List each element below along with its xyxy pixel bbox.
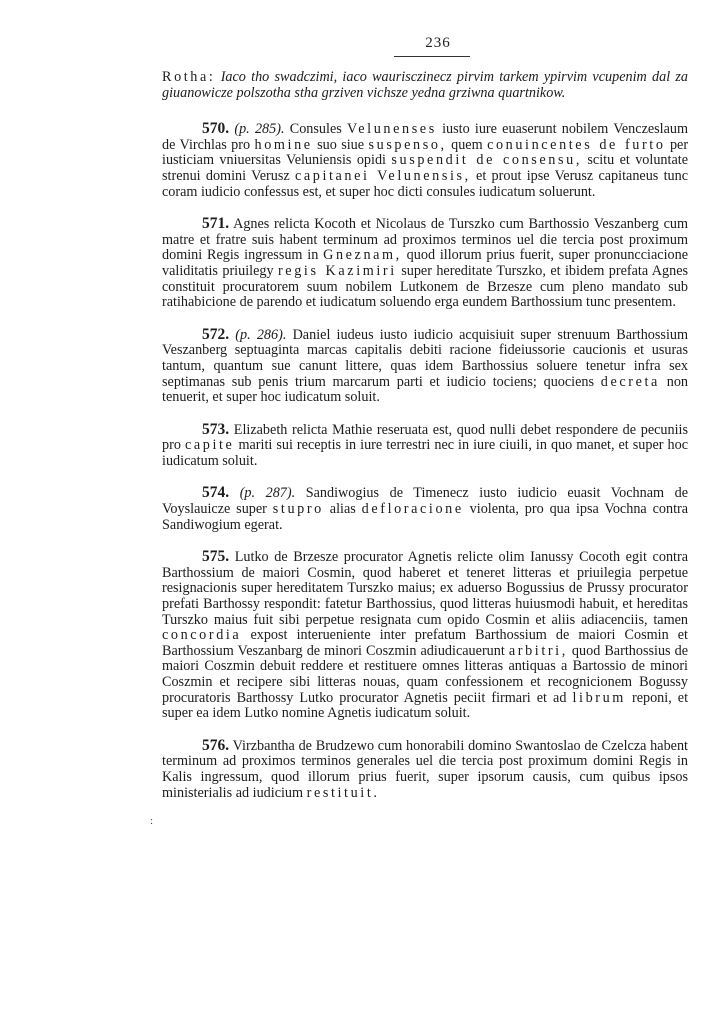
entry-number: 573. <box>202 420 230 438</box>
spaced-text: conuincentes de furto <box>487 136 666 153</box>
spaced-text: decreta <box>600 373 660 390</box>
entry-text: quod illorum prius fuerit, super pronuncciacione validitatis priuilegy <box>162 247 688 279</box>
entry-number: 572. <box>202 325 230 343</box>
page-number-underline <box>394 56 470 57</box>
entry-number: 571. <box>202 215 230 233</box>
entry-number: 574. <box>202 484 230 502</box>
page-number <box>162 36 688 58</box>
spaced-text: regis Kazimiri <box>277 262 397 279</box>
entry-575 <box>162 549 688 722</box>
entry-text: iusto iure euaserunt nobilem Venczeslaum de Virchlas pro <box>162 121 689 153</box>
spaced-text: librum <box>572 689 626 706</box>
rotha-label: Rotha: <box>162 69 216 85</box>
entry-text: Virzbantha de Brudzewo cum honorabili domino Swantoslao de Czelcza habent terminum ad proximos terminos generales uel die tercia post proximum domini Regis in Kalis ingressum, quod illorum prius fuerit, super ipsorum causis, cum quibus ipsos ministerialis ad iudicium <box>162 737 688 801</box>
entry-text: alias <box>329 501 356 518</box>
entry-number: 575. <box>202 548 230 566</box>
document-page <box>162 36 688 817</box>
entry-text: Daniel iudeus iusto iudicio acquisiuit super strenuum Barthossium Veszanberg septuaginta marcas capitalis debiti racione fideiussorie caucionis et usuras tantum, quantum sue canunt littere, quas idem Barthossius soluere tenetur infra sex septimanas sub penis trium marcarum parti et iudicio tociens; quociens <box>162 326 689 390</box>
spaced-text: arbitri, <box>508 642 568 659</box>
spaced-text: homine <box>254 136 313 153</box>
rotha-text: Iaco tho swadczimi, iaco waurisczinecz pirvim tarkem ypirvim vcupenim dal za giuanowicze polszotha stha grziven vichsze yedna grziwna quartnikow. <box>162 69 689 101</box>
entry-text: non tenuerit, et super hoc iudicatum soluit. <box>162 373 688 406</box>
entry-text: quem <box>451 136 483 153</box>
entry-text: suo siue <box>317 136 365 153</box>
entry-text: quod Barthossius de maiori Coszmin debuit reddere et restituere omnes litteras antiquas a Bartossio de minori Coszmin et recipere sibi litteras nouas, quam confessionem et recognicionem Bogussy procuratoris Barthossy Lutko procurator Agnetis peciit firmari et ad <box>162 642 688 706</box>
entry-572 <box>162 327 688 406</box>
page-reference: (p. 286). <box>235 326 287 343</box>
entry-574 <box>162 485 688 533</box>
page-reference: (p. 287). <box>239 485 296 502</box>
entry-text: per iusticiam vniuersitas Veluniensis opidi <box>162 136 689 169</box>
entry-number: 576. <box>202 736 230 754</box>
entry-text: Sandiwogius de Timenecz iusto iudicio euasit Vochnam de Voyslauicze super <box>162 485 689 518</box>
spaced-text: suspendit de consensu, <box>391 152 582 169</box>
entry-text: scitu et voluntate strenui domini Verusz <box>162 152 689 184</box>
entry-text: violenta, pro qua ipsa Vochna contra Sandiwogium egerat. <box>162 501 689 533</box>
entry-text: et prout ipse Verusz capitaneus tunc coram iudicio confessus est, et super hoc dicti consules iudicatum soluerunt. <box>162 167 689 200</box>
entry-text: expost interueniente inter prefatum Barthossium de maiori Cosmin et Barthossium Veszanbarg de minori Coszmin adiudicauerunt <box>162 627 689 659</box>
entry-text: Consules <box>289 121 342 138</box>
entry-573 <box>162 422 688 470</box>
entry-text: Elizabeth relicta Mathie reseruata est, quod nulli debet respondere de pecuniis pro <box>162 421 689 454</box>
page-reference: (p. 285). <box>234 121 285 138</box>
entry-number: 570. <box>202 120 230 138</box>
spaced-text: stupro <box>272 501 324 518</box>
spaced-text: suspenso, <box>368 136 447 153</box>
spaced-text: restituit. <box>306 784 380 801</box>
spaced-text: concordia <box>162 627 242 644</box>
spaced-text: capite <box>184 437 235 454</box>
entry-text: Agnes relicta Kocoth et Nicolaus de Turszko cum Barthossio Veszanberg cum matre et fratre suis habent terminum ad proximos terminos uel die tercia post proximum domini Regis ingressum in <box>162 216 688 264</box>
entry-576 <box>162 738 688 801</box>
spaced-text: defloracione <box>361 501 464 518</box>
entry-rotha <box>162 70 688 101</box>
entry-570 <box>162 121 688 200</box>
entry-text: super hereditate Turszko, et ibidem prefata Agnes constituit procuratorem suum nobilem Lutkonem de Brzesze cum pleno mandato sub ratihabicione de parendo et iudicatum soluendo erga eundem Barthossium tunc presentem. <box>162 262 689 311</box>
spaced-text: Gneznam, <box>323 247 402 264</box>
margin-mark: : <box>150 815 154 827</box>
entry-571 <box>162 216 688 311</box>
entry-text: reponi, et super ea idem Lutko nomine Agnetis iudicatum soluit. <box>162 689 689 722</box>
entry-text: Lutko de Brzesze procurator Agnetis relicte olim Ianussy Cocoth egit contra Barthossium de maiori Cosmin, quod haberet et teneret litteras et priuilegia perpetue resignacionis super hereditatem Turszko maius; ex aduerso Bogussius de Prussy procurator prefati Barthossy respondit: fatetur Barthossius, quod litteras huiusmodi habuit, et hereditas Turszko maius fuit sibi perpetue resignata cum opido Cosmin et aliis adiacenciis, tamen <box>162 549 689 628</box>
entry-text: mariti sui receptis in iure terrestri nec in iure ciuili, in quo manet, et super hoc iudicatum soluit. <box>162 437 689 469</box>
spaced-text: capitanei Velunensis, <box>294 167 471 184</box>
page-number-text: 236 <box>425 35 451 51</box>
spaced-text: Velunenses <box>347 121 437 138</box>
